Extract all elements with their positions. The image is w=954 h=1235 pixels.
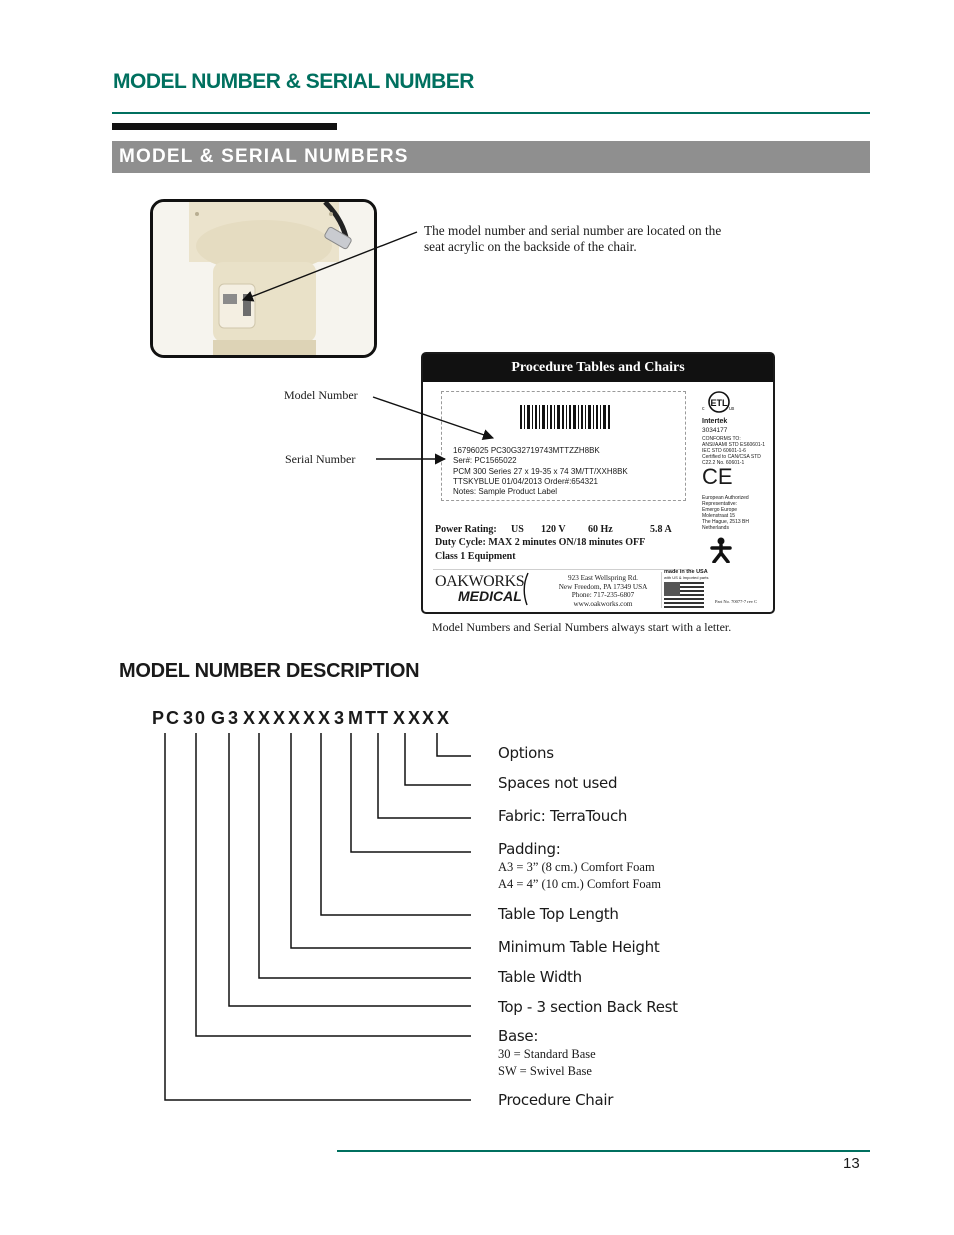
code-char: 3 (228, 708, 239, 728)
code-char: X (437, 708, 450, 728)
eu-rep-4: Molenstraat 15 (702, 513, 736, 519)
eu-rep-1: European Authorized (702, 495, 749, 501)
connector-fabric (378, 733, 471, 818)
eu-rep-3: Emergo Europe (702, 507, 738, 513)
intertek-name: Intertek (702, 418, 728, 425)
connector-length (321, 733, 471, 915)
connector-procedure-chair (165, 733, 471, 1100)
description-title: MODEL NUMBER DESCRIPTION (119, 660, 420, 682)
label-note: Model Numbers and Serial Numbers always start with a letter. (432, 620, 732, 634)
ce-mark: CE (702, 464, 733, 489)
item-procedure-chair: Procedure Chair (498, 1091, 614, 1109)
svg-text:ETL: ETL (710, 398, 728, 408)
duty-cycle: Duty Cycle: MAX 2 minutes ON/18 minutes OFF (435, 537, 646, 548)
code-char: T (365, 708, 376, 728)
intertek-number: 3034177 (702, 427, 728, 434)
etl-us: us (729, 406, 735, 412)
part-number: Part No. 70077-7 rev C (715, 599, 758, 604)
address-city: New Freedom, PA 17349 USA (558, 582, 648, 591)
brand-medical: MEDICAL (458, 588, 522, 604)
conforms-5: C22.2 No. 60601-1 (702, 460, 745, 466)
item-fabric: Fabric: TerraTouch (498, 807, 628, 825)
item-options: Options (498, 744, 554, 762)
photo-caption: The model number and serial number are located on the seat acrylic on the backside of the chair. (424, 223, 722, 254)
code-char: X (288, 708, 301, 728)
code-char: X (273, 708, 286, 728)
code-char: M (348, 708, 363, 728)
made-in-usa: made in the USA (664, 569, 708, 575)
conforms-4: Certified to CAN/CSA STD (702, 454, 761, 460)
power-rating-label: Power Rating: (435, 524, 497, 535)
item-minimum-table-height: Minimum Table Height (498, 938, 660, 956)
power-country: US (511, 524, 524, 535)
item-table-width: Table Width (498, 968, 582, 986)
power-frequency: 60 Hz (588, 524, 613, 535)
connector-top (229, 733, 471, 1006)
power-current: 5.8 A (650, 524, 672, 535)
address-street: 923 East Wellspring Rd. (568, 574, 638, 582)
code-char: P (152, 708, 165, 728)
address-phone: Phone: 717-235-6807 (571, 591, 635, 600)
connector-base (196, 733, 471, 1036)
section-title: MODEL & SERIAL NUMBERS (119, 146, 409, 167)
code-char: X (408, 708, 421, 728)
code-char: X (243, 708, 256, 728)
conforms-2: ANSI/AAMI STD ES60601-1 (702, 442, 766, 448)
label-line-fabric: TTSKYBLUE 01/04/2013 Order#:654321 (453, 477, 598, 486)
code-char: G (211, 708, 226, 728)
item-spaces-not-used: Spaces not used (498, 774, 618, 792)
item-base-swivel: SW = Swivel Base (498, 1064, 592, 1078)
item-padding-a3: A3 = 3” (8 cm.) Comfort Foam (498, 860, 655, 874)
code-char: 0 (195, 708, 206, 728)
label-line-model: 16796025 PC30G32719743MTTZZH8BK (453, 446, 600, 455)
label-line-notes: Notes: Sample Product Label (453, 487, 558, 496)
item-table-top-length: Table Top Length (498, 905, 619, 923)
eu-rep-5: The Hague, 2513 BH (702, 519, 749, 525)
item-base: Base: (498, 1027, 539, 1045)
code-char: X (303, 708, 316, 728)
item-base-standard: 30 = Standard Base (498, 1047, 596, 1061)
code-char: C (166, 708, 179, 728)
made-in-usa-sub: with US & Imported parts (664, 575, 709, 580)
code-char: 3 (183, 708, 194, 728)
model-number-callout: Model Number (284, 388, 358, 402)
item-back-rest: Top - 3 section Back Rest (498, 998, 678, 1016)
item-padding: Padding: (498, 840, 561, 858)
address-web: www.oakworks.com (573, 600, 633, 609)
connector-padding (351, 733, 471, 852)
code-char: 3 (334, 708, 345, 728)
conforms-1: CONFORMS TO: (702, 436, 741, 442)
product-label-header: Procedure Tables and Chairs (423, 354, 773, 382)
equipment-class: Class 1 Equipment (435, 551, 516, 562)
label-line-series: PCM 300 Series 27 x 19-35 x 74 3M/TT/XXH8BK (453, 467, 628, 476)
brand-oakworks: OAKWORKS (435, 573, 525, 590)
connector-options (437, 733, 471, 756)
eu-rep-6: Netherlands (702, 525, 729, 531)
item-padding-a4: A4 = 4” (10 cm.) Comfort Foam (498, 877, 661, 891)
code-char: T (377, 708, 388, 728)
page-title: MODEL NUMBER & SERIAL NUMBER (113, 70, 474, 93)
serial-number-callout: Serial Number (285, 452, 356, 466)
etl-c: c (702, 406, 705, 412)
conforms-3: IEC STD 60601-1-6 (702, 448, 746, 454)
power-voltage: 120 V (541, 524, 566, 535)
connector-spaces (405, 733, 471, 785)
label-line-serial: Ser#: PC1565022 (453, 456, 517, 465)
code-char: X (318, 708, 331, 728)
footer-rule (337, 1150, 870, 1152)
page-number: 13 (843, 1155, 860, 1172)
eu-rep-2: Representative: (702, 501, 738, 507)
code-char: X (422, 708, 435, 728)
code-char: X (393, 708, 406, 728)
code-char: X (258, 708, 271, 728)
